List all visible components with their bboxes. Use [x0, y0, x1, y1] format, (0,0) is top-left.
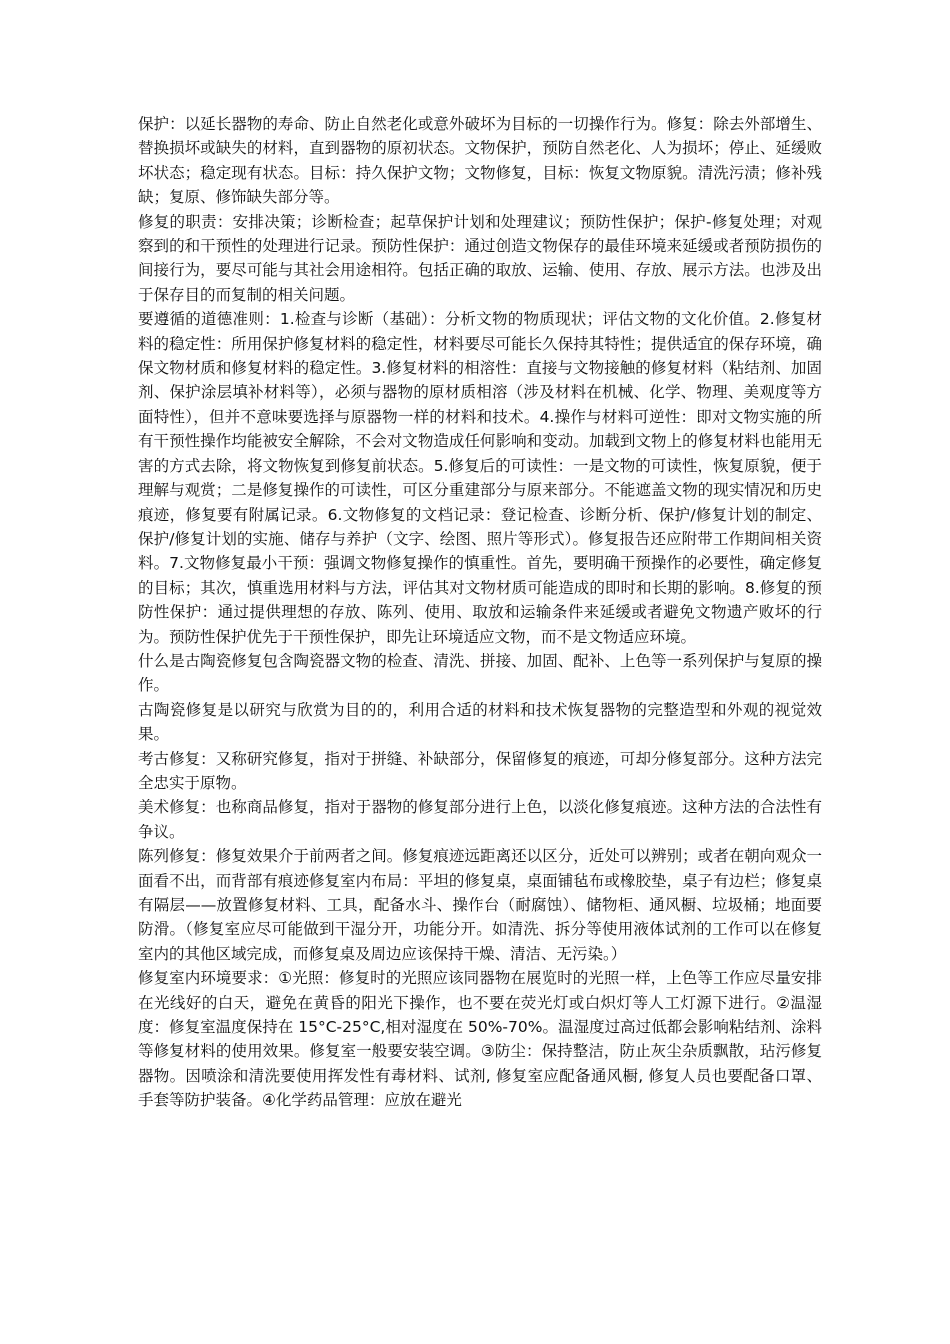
paragraph-room-environment: 修复室内环境要求：①光照：修复时的光照应该同器物在展览时的光照一样，上色等工作应尽量安排在光线好的白天，避免在黄昏的阳光下操作，也不要在荧光灯或白炽灯等人工灯源下进行。②温湿度：修复室温度保持在 15°C-25°C,相对湿度在 50%-70%。温湿度过高过低都会影响粘结剂、涂料等修复材料的使用效果。修复室一般要安装空调。③防尘：保持整洁，防止灰尘杂质飘散，玷污修复器物。因喷涂和清洗要使用挥发性有毒材料、试剂, 修复室应配备通风橱, 修复人员也要配备口罩、手套等防护装备。④化学药品管理：应放在避光 — [138, 969, 822, 1110]
paragraph-artistic-restoration: 美术修复：也称商品修复，指对于器物的修复部分进行上色，以淡化修复痕迹。这种方法的合法性有争议。 — [138, 798, 822, 841]
document-body — [138, 112, 822, 1113]
paragraph-ceramic-restoration-purpose: 古陶瓷修复是以研究与欣赏为目的的，利用合适的材料和技术恢复器物的完整造型和外观的视觉效果。 — [138, 700, 822, 744]
paragraph-ethical-principles: 要遵循的道德准则：1.检查与诊断（基础）：分析文物的物质现状；评估文物的文化价值。2.修复材料的稳定性：所用保护修复材料的稳定性，材料要尽可能长久保持其特性；提供适宜的保存环境，确保文物材质和修复材料的稳定性。3.修复材料的相溶性：直接与文物接触的修复材料（粘结剂、加固剂、保护涂层填补材料等），必须与器物的原材质相溶（涉及材料在机械、化学、物理、美观度等方面特性），但并不意味要选择与原器物一样的材料和技术。4.操作与材料可逆性：即对文物实施的所有干预性操作均能被安全解除，不会对文物造成任何影响和变动。加载到文物上的修复材料也能用无害的方式去除，将文物恢复到修复前状态。5.修复后的可读性：一是文物的可读性，恢复原貌，便于理解与观赏；二是修复操作的可读性，可区分重建部分与原来部分。不能遮盖文物的现实情况和历史痕迹，修复要有附属记录。6.文物修复的文档记录：登记检查、诊断分析、保护/修复计划的制定、保护/修复计划的实施、储存与养护（文字、绘图、照片等形式）。修复报告还应附带工作期间相关资料。7.文物修复最小干预：强调文物修复操作的慎重性。首先，要明确干预操作的必要性，确定修复的目标；其次，慎重选用材料与方法，评估其对文物材质可能造成的即时和长期的影响。8.修复的预防性保护：通过提供理想的存放、陈列、使用、取放和运输条件来延缓或者避免文物遗产败坏的行为。预防性保护优先于干预性保护，即先让环境适应文物，而不是文物适应环境。 — [138, 310, 822, 646]
paragraph-restoration-duties: 修复的职责：安排决策；诊断检查；起草保护计划和处理建议；预防性保护；保护-修复处理；对观察到的和干预性的处理进行记录。预防性保护：通过创造文物保存的最佳环境来延缓或者预防损伤的间接行为，要尽可能与其社会用途相符。包括正确的取放、运输、使用、存放、展示方法。也涉及出于保存目的而复制的相关问题。 — [138, 212, 822, 304]
paragraph-what-is-ceramic-restoration: 什么是古陶瓷修复包含陶瓷器文物的检查、清洗、拼接、加固、配补、上色等一系列保护与复原的操作。 — [138, 651, 822, 695]
paragraph-display-restoration-layout: 陈列修复：修复效果介于前两者之间。修复痕迹远距离还以区分，近处可以辨别；或者在朝向观众一面看不出，而背部有痕迹修复室内布局：平坦的修复桌，桌面铺毡布或橡胶垫，桌子有边栏；修复桌有隔层——放置修复材料、工具，配备水斗、操作台（耐腐蚀）、储物柜、通风橱、垃圾桶；地面要防滑。（修复室应尽可能做到干湿分开，功能分开。如清洗、拆分等使用液体试剂的工作可以在修复室内的其他区域完成，而修复桌及周边应该保持干燥、清洁、无污染。） — [138, 847, 822, 963]
paragraph-protection-definition: 保护：以延长器物的寿命、防止自然老化或意外破坏为目标的一切操作行为。修复：除去外部增生、替换损坏或缺失的材料，直到器物的原初状态。文物保护，预防自然老化、人为损坏；停止、延缓败坏状态；稳定现有状态。目标：持久保护文物；文物修复，目标：恢复文物原貌。清洗污渍；修补残缺；复原、修饰缺失部分等。 — [138, 115, 822, 207]
paragraph-archaeological-restoration: 考古修复：又称研究修复，指对于拼缝、补缺部分，保留修复的痕迹，可却分修复部分。这种方法完全忠实于原物。 — [138, 749, 822, 792]
